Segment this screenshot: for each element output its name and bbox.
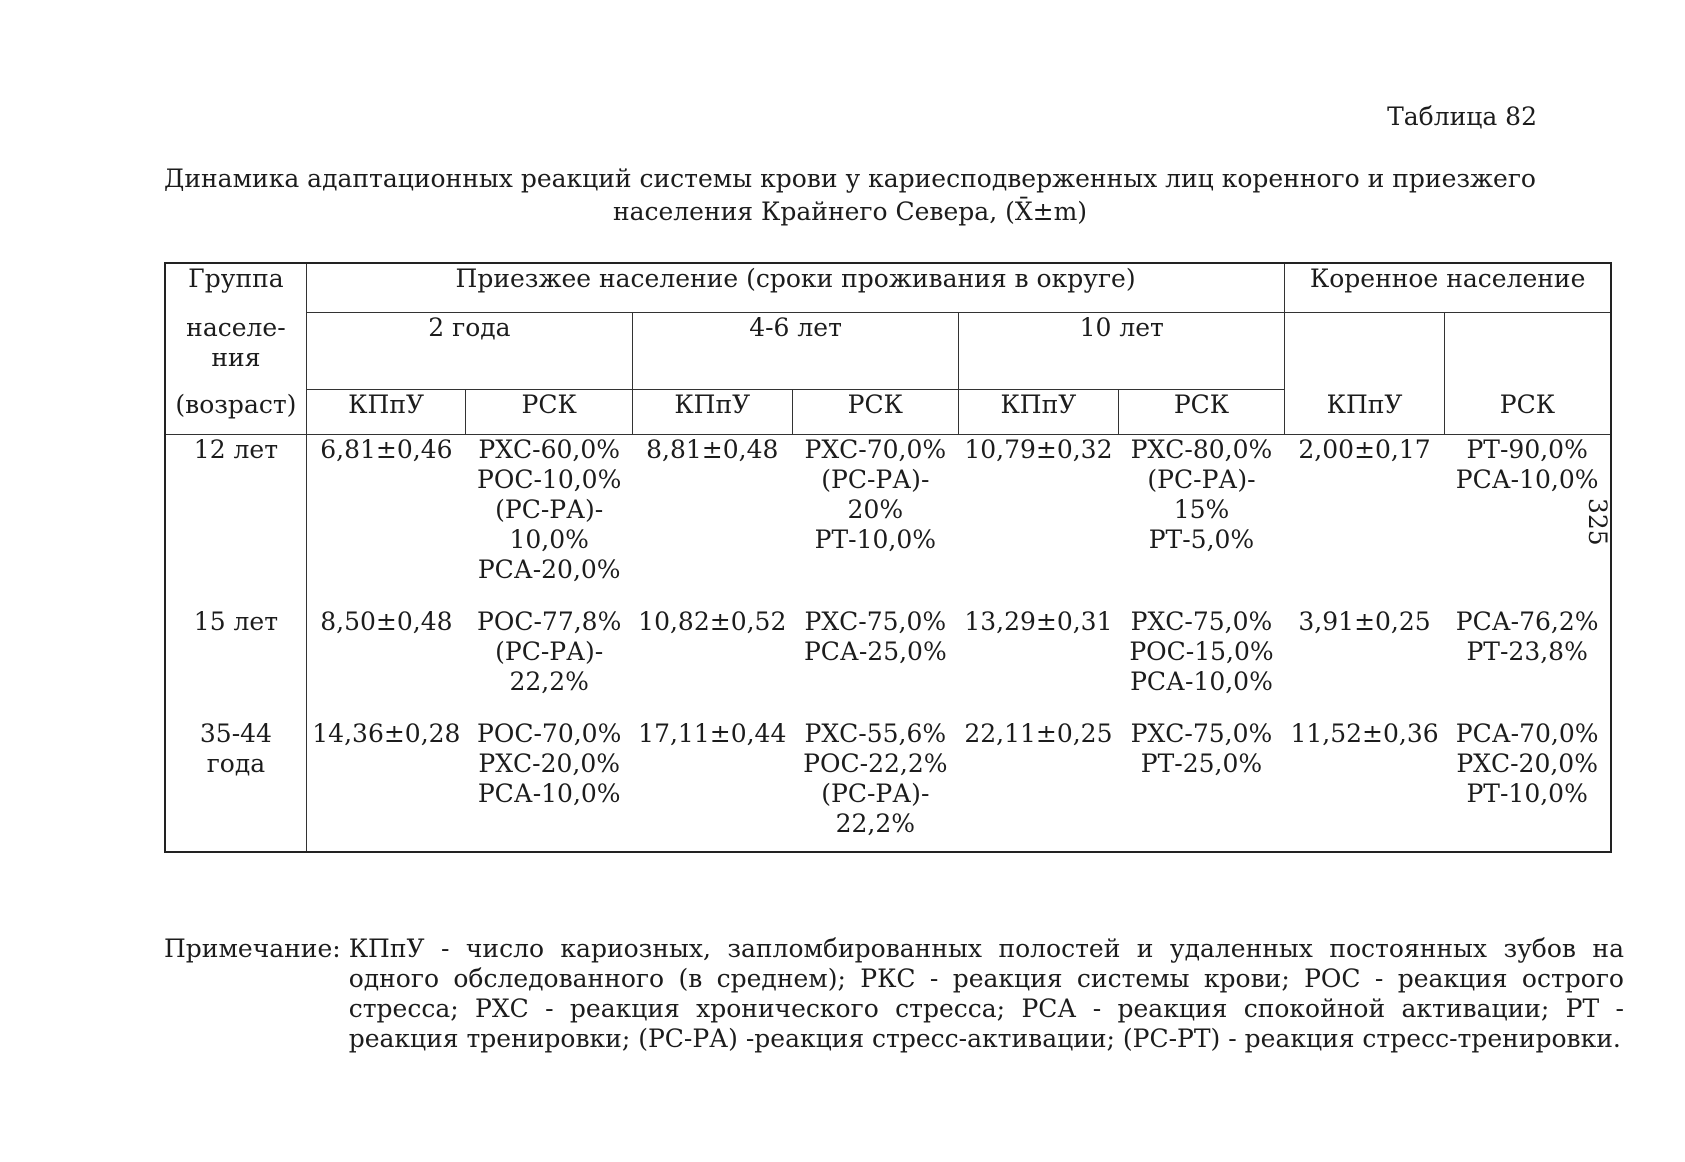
group-label: 12 лет — [193, 435, 279, 464]
rsk-line: РОС-77,8% — [477, 607, 622, 636]
rsk-native-cell — [1444, 435, 1611, 608]
kpu-native-cell: 3,91±0,25 — [1298, 607, 1431, 636]
kpu-4-6y-cell: 10,82±0,52 — [638, 607, 787, 636]
rsk-line: РОС-22,2% — [803, 749, 948, 778]
rsk-4-6y-cell — [792, 607, 959, 719]
kpu-10y-cell: 22,11±0,25 — [964, 719, 1113, 748]
group-cell — [165, 719, 306, 852]
group-header-line-2: населе- — [186, 312, 286, 342]
rsk-line: 10,0% — [509, 525, 589, 554]
period-header-10y: 10 лет — [959, 313, 1285, 390]
rsk-line: 15% — [1173, 495, 1230, 524]
rsk-line: РСА-20,0% — [477, 555, 621, 584]
caption-line-2: населения Крайнего Севера, (X̄±m) — [612, 197, 1088, 226]
rsk-10y-cell — [1118, 607, 1285, 719]
header-row-1 — [165, 263, 1611, 313]
kpu-2y-cell: 8,50±0,48 — [320, 607, 453, 636]
rsk-10y-cell — [1118, 719, 1285, 852]
newcomers-header: Приезжее население (сроки проживания в округе) — [306, 263, 1284, 313]
kpu-header-4-6y: КПпУ — [633, 390, 793, 435]
kpu-native-cell: 2,00±0,17 — [1298, 435, 1431, 464]
kpu-2y-cell: 6,81±0,46 — [320, 435, 453, 464]
group-header-age: (возраст) — [165, 390, 306, 435]
kpu-native-cell: 11,52±0,36 — [1290, 719, 1439, 748]
rsk-line: (РС-РА)- — [1147, 465, 1256, 494]
rsk-line: РХС-20,0% — [478, 749, 620, 778]
note-text: КПпУ - число кариозных, запломбированных полостей и удаленных постоянных зубов на одного обследованного (в среднем); РКС - реакция системы крови; РОС - реакция острого стресса; РХС - реакция хронического стресса; РСА - реакция спокойной активации; РТ - реакция тренировки; (РС-РА) -реакция стресс-активации; (РС-РТ) - реакция стресс-тренировки. — [348, 934, 1624, 1053]
data-table — [164, 262, 1612, 853]
group-header-1: Группа — [165, 263, 306, 313]
rsk-line: РСА-70,0% — [1455, 719, 1599, 748]
group-label: года — [206, 749, 266, 778]
rsk-line: РСА-10,0% — [477, 779, 621, 808]
rsk-header-2y: РСК — [466, 390, 633, 435]
rsk-line: РХС-20,0% — [1456, 749, 1598, 778]
rsk-line: РСА-10,0% — [1455, 465, 1599, 494]
rsk-line: РТ-25,0% — [1140, 749, 1263, 778]
group-label: 15 лет — [193, 607, 279, 636]
rsk-header-native: РСК — [1444, 390, 1611, 435]
rsk-header-4-6y: РСК — [792, 390, 959, 435]
kpu-4-6y-cell: 17,11±0,44 — [638, 719, 787, 748]
rsk-line: РОС-10,0% — [477, 465, 622, 494]
rsk-line: 22,2% — [835, 809, 916, 838]
rsk-line: РТ-5,0% — [1148, 525, 1255, 554]
rsk-line: РСА-25,0% — [803, 637, 947, 666]
rsk-2y-cell — [466, 719, 633, 852]
rsk-line: РСА-76,2% — [1455, 607, 1599, 636]
table-note — [164, 934, 1624, 1054]
rsk-line: РОС-15,0% — [1129, 637, 1274, 666]
note-label: Примечание: — [164, 934, 341, 963]
native-header: Коренное население — [1285, 263, 1611, 313]
rsk-line: РХС-75,0% — [1130, 607, 1273, 636]
table-row — [165, 719, 1611, 852]
table-row — [165, 607, 1611, 719]
page-number: 325 — [1583, 498, 1612, 546]
rsk-header-10y: РСК — [1118, 390, 1285, 435]
rsk-10y-cell — [1118, 435, 1285, 608]
rsk-4-6y-cell — [792, 719, 959, 852]
rsk-4-6y-cell — [792, 435, 959, 608]
rsk-2y-cell — [466, 607, 633, 719]
period-header-2y: 2 года — [306, 313, 632, 390]
kpu-header-2y: КПпУ — [306, 390, 466, 435]
rsk-line: РХС-80,0% — [1130, 435, 1273, 464]
rsk-line: РТ-23,8% — [1466, 637, 1588, 666]
rsk-line: РХС-60,0% — [478, 435, 620, 464]
rsk-line: (РС-РА)- — [495, 495, 604, 524]
rsk-line: РТ-10,0% — [1466, 779, 1588, 808]
kpu-2y-cell: 14,36±0,28 — [312, 719, 461, 748]
rsk-line: РТ-10,0% — [814, 525, 937, 554]
header-row-3 — [165, 390, 1611, 435]
header-row-2 — [165, 313, 1611, 390]
rsk-line: РХС-55,6% — [804, 719, 947, 748]
rsk-line: (РС-РА)- — [821, 779, 930, 808]
rsk-native-cell — [1444, 607, 1611, 719]
table-caption — [160, 162, 1540, 228]
rsk-line: РОС-70,0% — [477, 719, 622, 748]
rsk-2y-cell — [466, 435, 633, 608]
rsk-native-cell — [1444, 719, 1611, 852]
kpu-header-native: КПпУ — [1285, 390, 1445, 435]
rsk-line: РХС-70,0% — [804, 435, 947, 464]
rsk-line: (РС-РА)- — [821, 465, 930, 494]
kpu-10y-cell: 10,79±0,32 — [964, 435, 1113, 464]
rsk-line: РХС-75,0% — [804, 607, 947, 636]
native-kpu-spacer — [1285, 313, 1445, 390]
native-rsk-spacer — [1444, 313, 1611, 390]
caption-line-1: Динамика адаптационных реакций системы крови у кариесподверженных лиц коренного и приезжего — [164, 164, 1536, 193]
rsk-line: РХС-75,0% — [1130, 719, 1273, 748]
kpu-header-10y: КПпУ — [959, 390, 1119, 435]
group-cell — [165, 607, 306, 719]
table-number: Таблица 82 — [1387, 102, 1537, 131]
rsk-line: 20% — [847, 495, 904, 524]
period-header-4-6y: 4-6 лет — [633, 313, 959, 390]
group-header-line-3: ния — [211, 342, 261, 372]
kpu-10y-cell: 13,29±0,31 — [964, 607, 1113, 636]
group-cell — [165, 435, 306, 608]
rsk-line: 22,2% — [509, 667, 589, 696]
group-label: 35-44 — [199, 719, 272, 748]
rsk-line: (РС-РА)- — [495, 637, 604, 666]
group-header-2 — [165, 313, 306, 390]
rsk-line: РСА-10,0% — [1130, 667, 1273, 696]
rsk-line: РТ-90,0% — [1466, 435, 1588, 464]
kpu-4-6y-cell: 8,81±0,48 — [646, 435, 779, 464]
table-row — [165, 435, 1611, 608]
